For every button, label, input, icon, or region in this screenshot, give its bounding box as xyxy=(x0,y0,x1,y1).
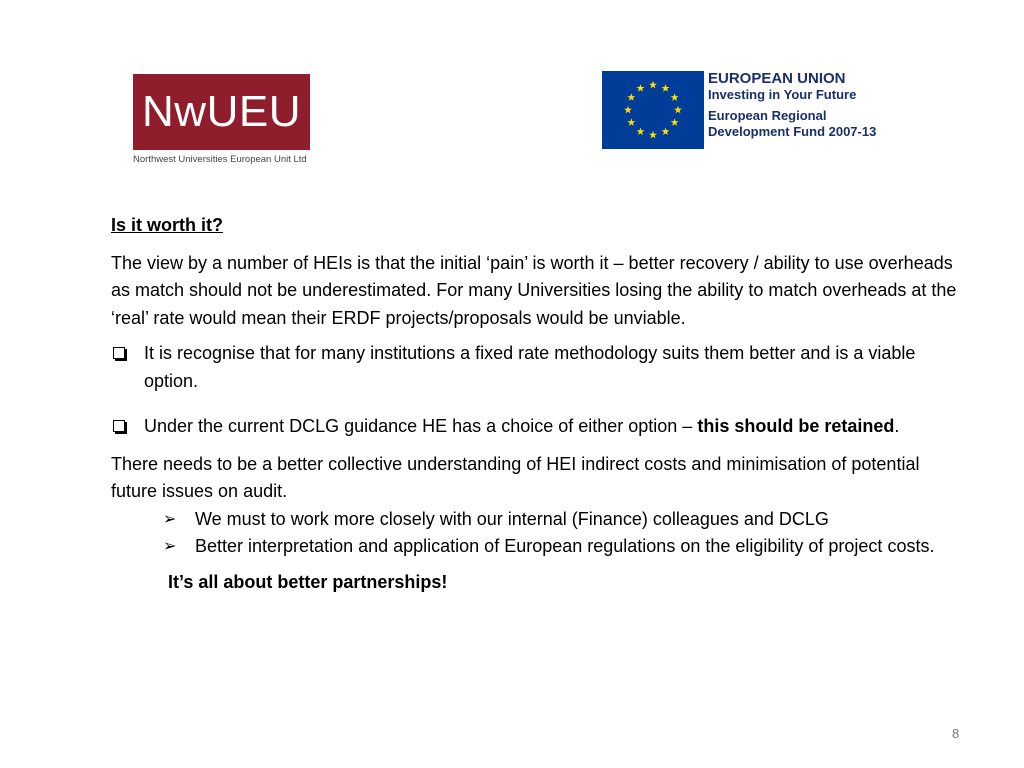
eu-flag-icon xyxy=(602,71,704,149)
eu-star xyxy=(637,84,645,92)
intro-paragraph: The view by a number of HEIs is that the initial ‘pain’ is worth it – better recovery / ability to use overheads as match should not be underestimated. For many Universities losing the ability to match overheads at the ‘real’ rate would mean their ERDF projects/proposals would be unviable. xyxy=(111,252,957,328)
nwueu-subtitle: Northwest Universities European Unit Ltd xyxy=(133,154,307,165)
eu-star xyxy=(624,106,632,114)
arrow-item-text: We must to work more closely with our internal (Finance) colleagues and DCLG xyxy=(195,508,829,529)
arrow-item-text: Better interpretation and application of European regulations on the eligibility of project costs. xyxy=(195,536,935,556)
arrow-list-item xyxy=(163,506,961,534)
arrow-bullet-icon: ➢ xyxy=(163,510,177,528)
nwueu-logo xyxy=(133,74,310,150)
eu-title: EUROPEAN UNION xyxy=(708,70,846,87)
bullet-text: Under the current DCLG guidance HE has a choice of either option – xyxy=(144,416,698,436)
bullet-text: It is recognise that for many institutions a fixed rate methodology suits them better and is a viable option. xyxy=(144,343,916,391)
checkbox-icon xyxy=(113,420,125,432)
eu-star xyxy=(627,93,635,101)
eu-star xyxy=(662,127,670,135)
eu-star xyxy=(637,127,645,135)
understanding-paragraph: There needs to be a better collective understanding of HEI indirect costs and minimisation of potential future issues on audit. xyxy=(111,453,920,501)
slide-heading: Is it worth it? xyxy=(111,215,223,235)
slide-content xyxy=(111,212,961,596)
nwueu-logo-text: NwUEU xyxy=(142,87,301,136)
arrow-bullet-icon: ➢ xyxy=(163,538,177,555)
eu-fund-line2: Development Fund 2007-13 xyxy=(708,124,877,139)
eu-logo-text xyxy=(708,70,876,140)
eu-star xyxy=(671,118,679,126)
eu-star xyxy=(674,106,682,114)
arrow-list xyxy=(163,506,961,561)
eu-star xyxy=(627,118,635,126)
checkbox-bullet xyxy=(111,413,961,441)
eu-star xyxy=(662,84,670,92)
eu-star xyxy=(649,131,657,139)
eu-star xyxy=(649,81,657,89)
eu-tagline: Investing in Your Future xyxy=(708,87,857,102)
checkbox-icon xyxy=(113,347,125,359)
checkbox-bullet xyxy=(111,340,961,395)
eu-fund-line1: European Regional xyxy=(708,108,827,123)
bullet-bold-text: this should be retained xyxy=(697,416,895,436)
eu-star xyxy=(671,93,679,101)
arrow-list-item xyxy=(163,533,961,561)
bullet-end: . xyxy=(894,416,900,436)
page-number: 8 xyxy=(952,726,960,741)
closing-statement: It’s all about better partnerships! xyxy=(168,571,448,592)
